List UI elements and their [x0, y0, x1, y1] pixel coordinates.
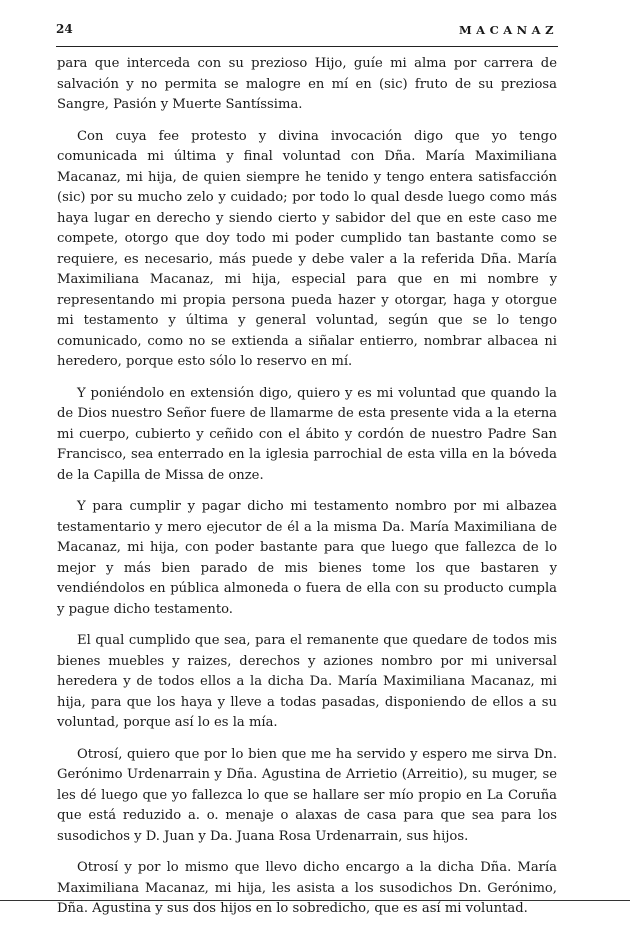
- paragraph: El qual cumplido que sea, para el remanente que quedare de todos mis bienes muebles y raizes, derechos y aziones nombro por mi universal heredera y de todos ellos a la dicha Da. María Maximiliana Macanaz, mi hija, para que los haya y lleve a todas pasadas, disponiendo de ellos a su voluntad, porque así lo es la mía.: [57, 633, 557, 730]
- body-text: [57, 54, 557, 931]
- running-head: [56, 20, 558, 47]
- page-bottom-rule: [0, 900, 630, 901]
- running-title: MACANAZ: [458, 23, 558, 37]
- paragraph: Otrosí, quiero que por lo bien que me ha servido y espero me sirva Dn. Gerónimo Urdenarrain y Dña. Agustina de Arrietio (Arreitio), su muger, se les dé luego que yo fallezca lo que se hallare ser mío propio en La Coruña que está reduzido a. o. menaje o alaxas de casa para que sea para los susodichos y D. Juan y Da. Juana Rosa Urdenarrain, sus hijos.: [57, 746, 557, 844]
- page-number: 24: [56, 22, 73, 36]
- paragraph: Con cuya fee protesto y divina invocación digo que yo tengo comunicada mi última y final voluntad con Dña. María Maximiliana Macanaz, mi hija, de quien siempre he tenido y tengo entera satisfacción (sic) por su mucho zelo y cuidado; por todo lo qual desde luego como más haya lugar en derecho y siendo cierto y sabidor del que en este caso me compete, otorgo que doy todo mi poder cumplido tan bastante como se requiere, es necesario, más puede y debe valer a la referida Dña. María Maximiliana Macanaz, mi hija, especial para que en mi nombre y representando mi propia persona pueda hazer y otorgar, haga y otorgue mi testamento y última y general voluntad, según que se lo tengo comunicado, como no se extienda a siñalar entierro, nombrar albacea ni heredero, porque esto sólo lo reservo en mí.: [57, 128, 557, 369]
- paragraph: Otrosí y por lo mismo que llevo dicho encargo a la dicha Dña. María Maximiliana Macanaz, mi hija, les asista a los susodichos Dn. Gerónimo, Dña. Agustina y sus dos hijos en lo sobredicho, que es así mi voluntad.: [57, 860, 557, 916]
- paragraph: Y para cumplir y pagar dicho mi testamento nombro por mi albazea testamentario y mero ejecutor de él a la misma Da. María Maximiliana de Macanaz, mi hija, con poder bastante para que luego que fallezca de lo mejor y más bien parado de mis bienes tome los que bastaren y vendiéndolos en pública almoneda o fuera de ella con su producto cumpla y pague dicho testamento.: [57, 499, 557, 617]
- paragraph: Y poniéndolo en extensión digo, quiero y es mi voluntad que quando la de Dios nuestro Señor fuere de llamarme de esta presente vida a la eterna mi cuerpo, cubierto y ceñido con el ábito y cordón de nuestro Padre San Francisco, sea enterrado en la iglesia parrochial de esta villa en la bóveda de la Capilla de Missa de onze.: [57, 385, 557, 483]
- paragraph-continuation: para que interceda con su prezioso Hijo, guíe mi alma por carrera de salvación y no permita se malogre en mí en (sic) fruto de su preziosa Sangre, Pasión y Muerte Santíssima.: [57, 56, 557, 112]
